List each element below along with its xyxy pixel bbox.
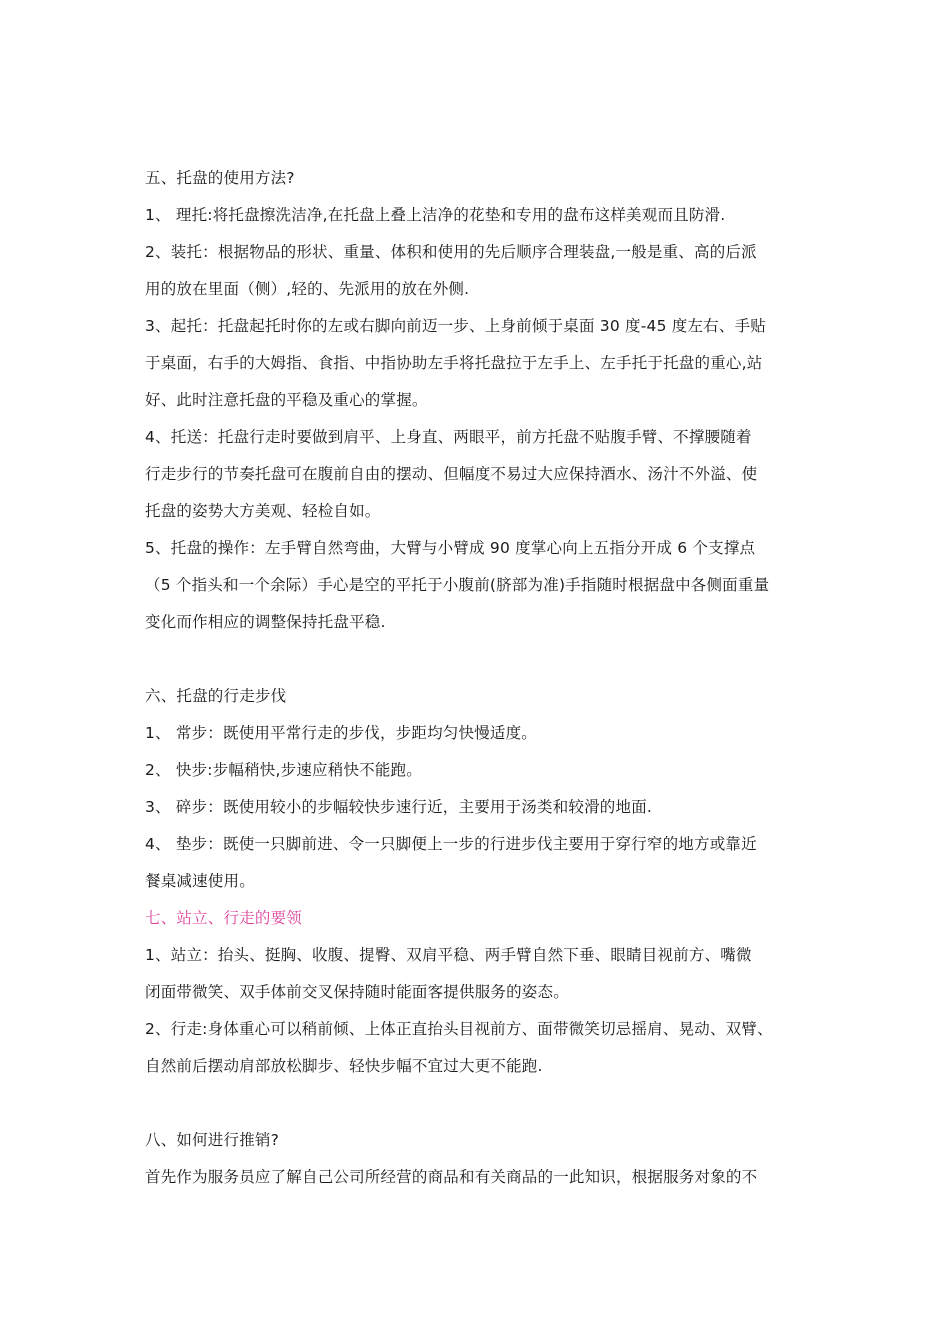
section-6-heading: 六、托盘的行走步伐 [145, 687, 287, 705]
section-5-line-4: 3、起托：托盘起托时你的左或右脚向前迈一步、上身前倾于桌面 30 度-45 度左右、手贴 [145, 317, 766, 335]
section-6-line-3: 3、 碎步：既使用较小的步幅较快步速行近，主要用于汤类和较滑的地面. [145, 798, 653, 816]
section-spacer [145, 641, 810, 678]
section-5-line-9: 托盘的姿势大方美观、轻检自如。 [145, 502, 381, 520]
section-5-heading: 五、托盘的使用方法? [145, 169, 295, 187]
section-7-line-4: 自然前后摆动肩部放松脚步、轻快步幅不宜过大更不能跑. [145, 1057, 543, 1075]
section-5-line-6: 好、此时注意托盘的平稳及重心的掌握。 [145, 391, 428, 409]
section-5-line-1: 1、 理托:将托盘擦洗洁净,在托盘上叠上洁净的花垫和专用的盘布这样美观而且防滑. [145, 206, 726, 224]
section-5-line-7: 4、托送：托盘行走时要做到肩平、上身直、两眼平，前方托盘不贴腹手臂、不撑腰随着 [145, 428, 752, 446]
section-5-line-3: 用的放在里面（侧）,轻的、先派用的放在外侧. [145, 280, 470, 298]
section-6-line-4: 4、 垫步：既使一只脚前进、令一只脚便上一步的行进步伐主要用于穿行窄的地方或靠近 [145, 835, 757, 853]
section-7-line-1: 1、站立：抬头、挺胸、收腹、提臀、双肩平稳、两手臂自然下垂、眼睛目视前方、嘴微 [145, 946, 752, 964]
section-7-line-2: 闭面带微笑、双手体前交叉保持随时能面客提供服务的姿态。 [145, 983, 569, 1001]
section-5-line-11: （5 个指头和一个余际）手心是空的平托于小腹前(脐部为准)手指随时根据盘中各侧面重量 [145, 576, 770, 594]
section-7-line-3: 2、行走:身体重心可以稍前倾、上体正直抬头目视前方、面带微笑切忌摇肩、晃动、双臂、 [145, 1020, 773, 1038]
section-spacer [145, 1085, 810, 1122]
section-5-line-5: 于桌面，右手的大姆指、食指、中指协助左手将托盘拉于左手上、左手托于托盘的重心,站 [145, 354, 763, 372]
document-body [145, 160, 810, 1196]
section-5-line-10: 5、托盘的操作：左手臂自然弯曲，大臂与小臂成 90 度掌心向上五指分开成 6 个支撑点 [145, 539, 756, 557]
section-6-line-2: 2、 快步:步幅稍快,步速应稍快不能跑。 [145, 761, 422, 779]
section-6-line-1: 1、 常步：既使用平常行走的步伐，步距均匀快慢适度。 [145, 724, 537, 742]
section-5-line-8: 行走步行的节奏托盘可在腹前自由的摆动、但幅度不易过大应保持酒水、汤汁不外溢、使 [145, 465, 758, 483]
section-5-line-2: 2、装托：根据物品的形状、重量、体积和使用的先后顺序合理装盘,一般是重、高的后派 [145, 243, 757, 261]
section-6-line-5: 餐桌减速使用。 [145, 872, 255, 890]
section-8-line-1: 首先作为服务员应了解自己公司所经营的商品和有关商品的一此知识，根据服务对象的不 [145, 1168, 758, 1186]
section-8-heading: 八、如何进行推销? [145, 1131, 280, 1149]
section-5-line-12: 变化而作相应的调整保持托盘平稳. [145, 613, 386, 631]
section-7-heading: 七、站立、行走的要领 [145, 909, 303, 927]
